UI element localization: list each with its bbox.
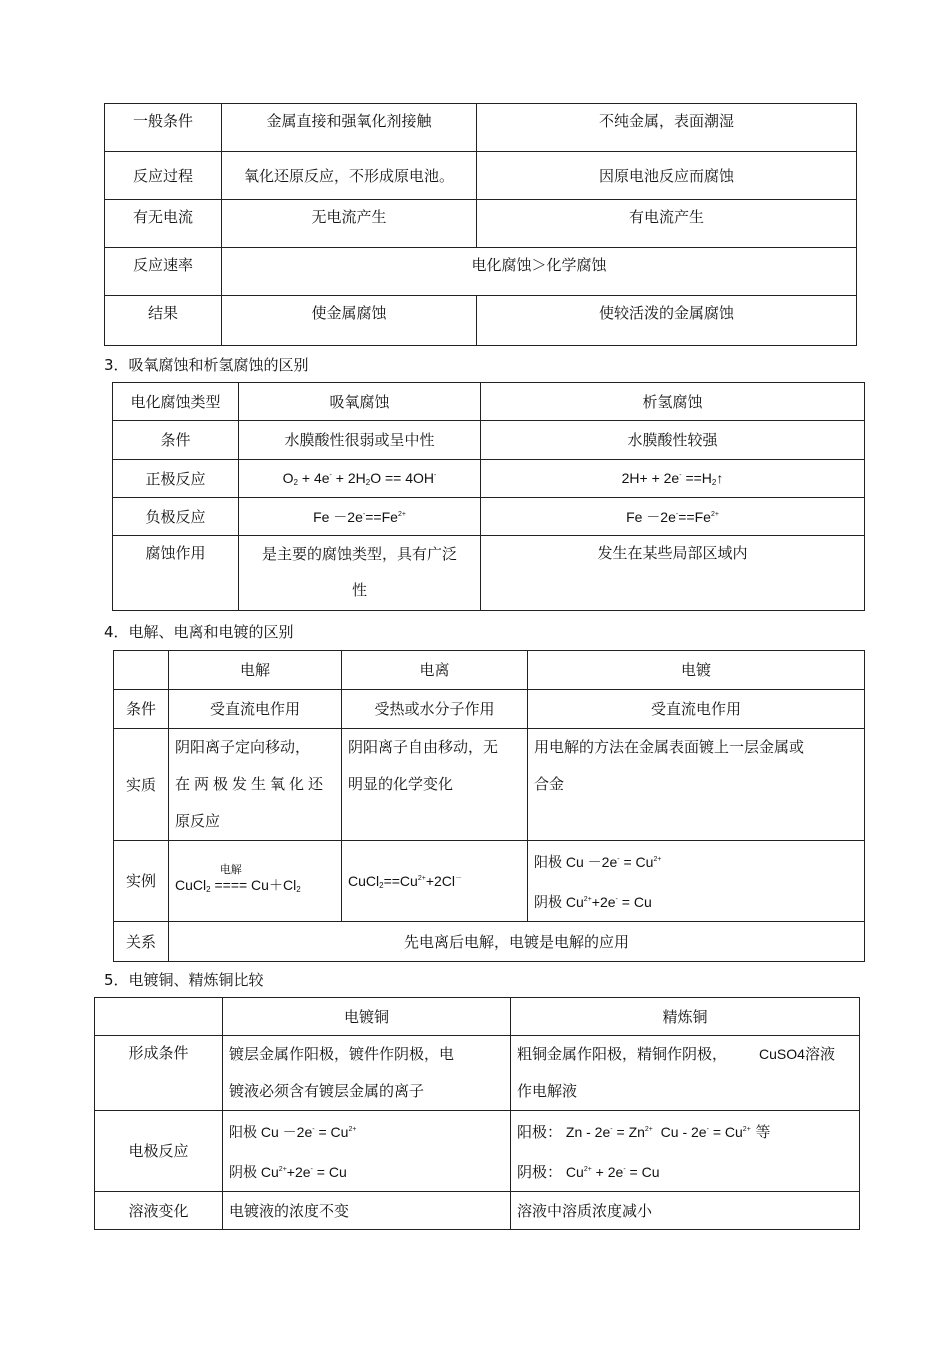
cell-text: 阴极：	[517, 1163, 563, 1181]
formula-part: + 2H	[331, 470, 366, 487]
row-label: 电极反应	[95, 1111, 223, 1192]
cell-line: 阴阳离子自由移动，无	[348, 738, 499, 756]
table-cell: 受直流电作用	[169, 690, 342, 729]
row-label: 结果	[105, 296, 222, 346]
row-label: 条件	[113, 421, 239, 460]
chemical-equation	[534, 854, 661, 870]
formula-part: CuCl	[348, 872, 380, 889]
column-header: 电镀铜	[223, 998, 511, 1036]
formula-part: = Cu	[625, 1164, 660, 1180]
formula-superscript: -	[675, 510, 679, 518]
table-cell: 受热或水分子作用	[342, 690, 528, 729]
table-row	[113, 421, 865, 460]
formula-superscript: 2+	[644, 1126, 653, 1133]
formula-subscript: 2	[206, 884, 211, 894]
table-header-row	[114, 651, 865, 690]
table-cell	[223, 1036, 511, 1111]
formula-part: ==Cu	[383, 872, 418, 889]
formula-part: = Cu	[617, 894, 652, 910]
row-label: 实质	[114, 729, 169, 841]
formula-superscript: -	[329, 472, 332, 480]
chemical-equation	[562, 1164, 660, 1180]
formula-part: CuCl	[175, 876, 207, 893]
cell-text: 等	[750, 1123, 771, 1141]
formula-subscript: 2	[365, 478, 371, 488]
cell-line: 合金	[534, 775, 565, 793]
table-cell	[528, 729, 865, 841]
formula-part: ==H	[681, 470, 712, 487]
table-cell: 受直流电作用	[528, 690, 865, 729]
table-cell	[239, 536, 481, 611]
table-cell: 水膜酸性很弱或呈中性	[239, 421, 481, 460]
table-row	[95, 1192, 860, 1230]
cell-text: 阳极：	[517, 1123, 563, 1141]
table-cell	[342, 729, 528, 841]
column-header: 吸氧腐蚀	[239, 383, 481, 421]
cell-line: 作电解液	[517, 1082, 578, 1100]
formula-cell	[481, 460, 865, 498]
column-header: 电镀	[528, 651, 865, 690]
table-cell: 因原电池反应而腐蚀	[477, 152, 857, 200]
table-row	[105, 248, 857, 296]
formula-part: Zn - 2e	[562, 1124, 611, 1140]
row-label: 腐蚀作用	[113, 536, 239, 611]
cell-text: 粗铜金属作阳极，精铜作阴极，	[517, 1045, 728, 1063]
cell-line: 用电解的方法在金属表面镀上一层金属或	[534, 738, 805, 756]
formula-cell	[239, 460, 481, 498]
comparison-table-corrosion	[104, 103, 857, 346]
cell-line	[229, 1111, 504, 1151]
table-cell: 金属直接和强氧化剂接触	[222, 104, 477, 152]
formula-part: O == 4OH	[370, 470, 434, 487]
formula-part: 阴极 Cu	[534, 894, 584, 910]
formula-cell	[528, 841, 865, 922]
table-cell: 无电流产生	[222, 200, 477, 248]
formula-superscript: -	[362, 510, 366, 518]
formula-superscript: 2+	[583, 896, 592, 903]
formula-part: = Cu	[314, 1124, 349, 1140]
formula-superscript: -	[434, 472, 437, 480]
formula-part: Cu＋Cl	[247, 876, 297, 893]
formula-part: 阳极 Cu －2e	[229, 1124, 313, 1140]
table-cell: 有电流产生	[477, 200, 857, 248]
formula-part: 阴极 Cu	[229, 1164, 279, 1180]
table-cell: 溶液中溶质浓度减小	[511, 1192, 860, 1230]
formula-superscript: -	[706, 1126, 709, 1133]
formula-part: = Cu	[312, 1164, 347, 1180]
chemical-formula: CuSO4	[759, 1046, 805, 1062]
column-header: 电离	[342, 651, 528, 690]
formula-cell	[239, 498, 481, 536]
formula-superscript: -	[610, 1126, 613, 1133]
formula-superscript: －	[455, 874, 462, 882]
cell-line	[534, 881, 858, 921]
formula-cell	[223, 1111, 511, 1192]
cell-line: 是主要的腐蚀类型，具有广泛	[261, 545, 457, 563]
formula-superscript: 2+	[278, 1166, 287, 1173]
cell-line	[517, 1151, 853, 1191]
formula-cell	[169, 841, 342, 922]
formula-superscript: 2+	[397, 510, 406, 518]
gas-arrow-icon: ↑	[716, 470, 724, 487]
table-row	[95, 1036, 860, 1111]
table-row	[114, 729, 865, 841]
table-row	[95, 1111, 860, 1192]
table-row	[114, 922, 865, 962]
cell-text: 溶液	[804, 1045, 835, 1063]
cell-line: 原反应	[175, 812, 221, 830]
table-row	[105, 152, 857, 200]
cell-line: 明显的化学变化	[348, 775, 454, 793]
formula-part: 阳极 Cu －2e	[534, 854, 618, 870]
chemical-equation	[562, 1124, 751, 1140]
electrolysis-condition	[214, 862, 248, 894]
table-row	[114, 841, 865, 922]
reaction-condition-label: 电解	[219, 862, 242, 876]
formula-part: = Zn	[612, 1124, 645, 1140]
section-heading: 4．电解、电离和电镀的区别	[104, 623, 294, 641]
cell-line: 在两极发生氧化还	[175, 775, 328, 793]
cell-line	[534, 841, 858, 881]
formula-part: Cu - 2e	[652, 1124, 707, 1140]
formula-part: Fe －2e	[626, 508, 676, 525]
formula-superscript: 2+	[742, 1126, 751, 1133]
formula-part: + 2e	[591, 1164, 624, 1180]
table-row	[105, 296, 857, 346]
table-row	[114, 690, 865, 729]
formula-superscript: 2+	[417, 874, 426, 882]
row-label: 条件	[114, 690, 169, 729]
table-row	[105, 200, 857, 248]
cell-line	[517, 1111, 853, 1151]
table-cell: 使较活泼的金属腐蚀	[477, 296, 857, 346]
row-label: 负极反应	[113, 498, 239, 536]
chemical-equation	[313, 509, 406, 525]
column-header: 析氢腐蚀	[481, 383, 865, 421]
section-heading: 5．电镀铜、精炼铜比较	[104, 971, 264, 989]
formula-part: = Cu	[619, 854, 654, 870]
column-header: 精炼铜	[511, 998, 860, 1036]
merged-cell: 电化腐蚀＞化学腐蚀	[222, 248, 857, 296]
chemical-equation	[626, 509, 719, 525]
comparison-table-copper	[94, 997, 860, 1230]
column-header: 电化腐蚀类型	[113, 383, 239, 421]
table-row	[113, 498, 865, 536]
formula-subscript: 2	[293, 478, 298, 488]
chemical-equation	[229, 1164, 347, 1180]
chemical-equation	[348, 873, 462, 889]
table-cell: 使金属腐蚀	[222, 296, 477, 346]
table-cell: 发生在某些局部区域内	[481, 536, 865, 611]
formula-subscript: 2	[296, 884, 301, 894]
formula-subscript: 2	[379, 880, 384, 890]
table-header-row	[95, 998, 860, 1036]
formula-cell	[511, 1111, 860, 1192]
formula-part: +2Cl	[425, 872, 455, 889]
formula-part: Cu	[562, 1164, 584, 1180]
formula-cell	[481, 498, 865, 536]
table-cell: 水膜酸性较强	[481, 421, 865, 460]
row-label: 有无电流	[105, 200, 222, 248]
table-row	[113, 536, 865, 611]
formula-superscript: 2+	[348, 1126, 357, 1133]
formula-superscript: -	[615, 896, 618, 903]
chemical-equation	[283, 470, 437, 486]
table-row	[105, 104, 857, 152]
comparison-table-electrolysis	[113, 650, 865, 962]
formula-part: Fe －2e	[313, 508, 363, 525]
cell-line: 镀层金属作阳极，镀件作阴极，电	[229, 1045, 455, 1063]
formula-superscript: -	[617, 856, 620, 863]
row-label: 一般条件	[105, 104, 222, 152]
chemical-equation	[622, 470, 724, 486]
formula-part: 2H+ + 2e	[621, 470, 680, 487]
chemical-equation	[229, 1124, 356, 1140]
column-header	[114, 651, 169, 690]
chemical-equation	[175, 862, 301, 894]
cell-line	[517, 1036, 853, 1073]
column-header: 电解	[169, 651, 342, 690]
merged-cell: 先电离后电解，电镀是电解的应用	[169, 922, 865, 962]
column-header	[95, 998, 223, 1036]
formula-part: +2e	[286, 1164, 311, 1180]
row-label: 关系	[114, 922, 169, 962]
equals-sign: ====	[214, 876, 248, 893]
table-cell: 不纯金属，表面潮湿	[477, 104, 857, 152]
formula-superscript: -	[679, 472, 682, 480]
formula-part: O	[282, 470, 294, 487]
table-cell: 电镀液的浓度不变	[223, 1192, 511, 1230]
row-label: 反应速率	[105, 248, 222, 296]
formula-superscript: 2+	[653, 856, 662, 863]
cell-line: 性	[351, 581, 367, 599]
formula-superscript: 2+	[583, 1166, 592, 1173]
row-label: 实例	[114, 841, 169, 922]
cell-line: 镀液必须含有镀层金属的离子	[229, 1082, 425, 1100]
table-cell	[511, 1036, 860, 1111]
table-cell	[169, 729, 342, 841]
formula-part: +2e	[591, 894, 616, 910]
formula-part: ==Fe	[365, 508, 398, 525]
formula-part: + 4e	[298, 470, 330, 487]
formula-part: ==Fe	[678, 508, 711, 525]
formula-superscript: -	[310, 1166, 313, 1173]
formula-superscript: -	[312, 1126, 315, 1133]
row-label: 溶液变化	[95, 1192, 223, 1230]
comparison-table-oxygen-hydrogen	[112, 382, 865, 611]
table-row	[113, 460, 865, 498]
row-label: 正极反应	[113, 460, 239, 498]
cell-line	[229, 1151, 504, 1191]
chemical-equation	[534, 894, 652, 910]
row-label: 反应过程	[105, 152, 222, 200]
cell-line: 阴阳离子定向移动，	[175, 738, 311, 756]
formula-part: = Cu	[708, 1124, 743, 1140]
section-heading: 3．吸氧腐蚀和析氢腐蚀的区别	[104, 356, 309, 374]
formula-subscript: 2	[711, 478, 717, 488]
formula-superscript: -	[623, 1166, 626, 1173]
row-label: 形成条件	[95, 1036, 223, 1111]
table-cell: 氧化还原反应，不形成原电池。	[222, 152, 477, 200]
formula-superscript: 2+	[710, 510, 719, 518]
formula-cell	[342, 841, 528, 922]
table-header-row	[113, 383, 865, 421]
